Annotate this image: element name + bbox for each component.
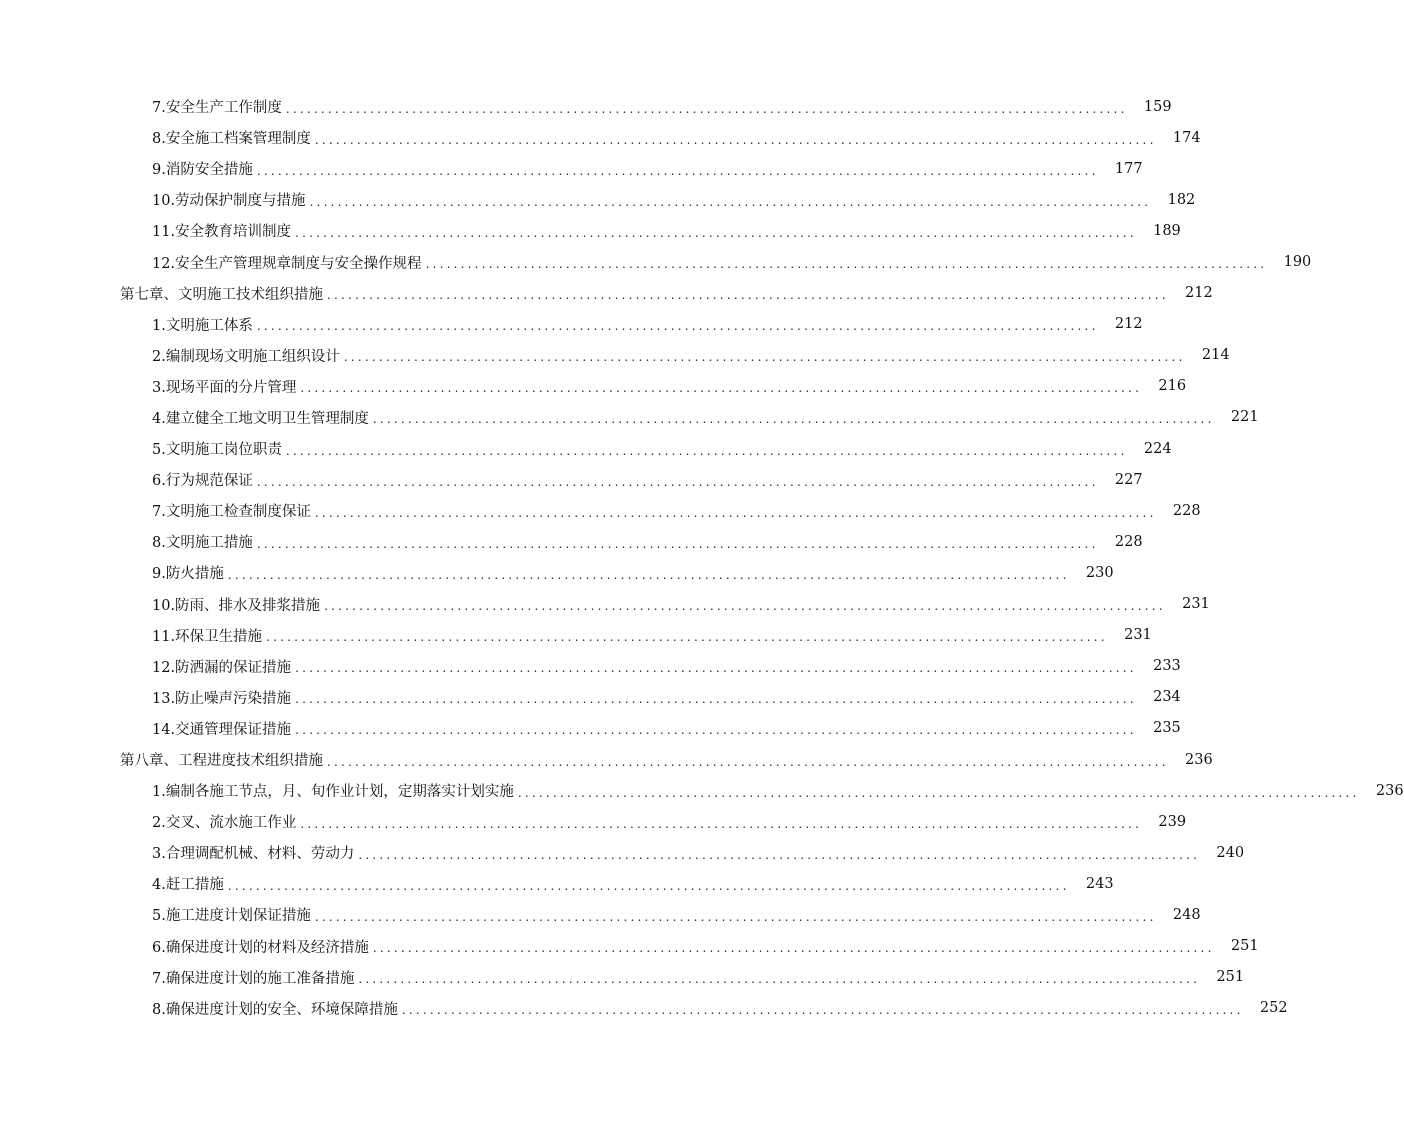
toc-dot-leader: ........................................................................................................................ [358,972,1201,987]
toc-dot-leader: ........................................................................................................................ [285,101,1128,116]
toc-section-entry[interactable] [0,215,1181,246]
toc-entry-page: 231 [1124,627,1152,644]
toc-entry-page: 214 [1201,347,1230,364]
toc-dot-leader: ........................................................................................................................ [358,847,1201,862]
toc-section-entry[interactable] [0,495,1201,526]
toc-section-entry[interactable] [0,526,1143,557]
toc-entry-title: 3.现场平面的分片管理 [152,379,297,396]
toc-entry-title: 8.文明施工措施 [152,535,253,552]
toc-entry-title: 9.消防安全措施 [152,162,253,179]
toc-chapter-entry[interactable] [0,278,1213,309]
toc-section-entry[interactable] [0,153,1143,184]
toc-entry-title: 4.赶工措施 [152,877,224,894]
toc-section-entry[interactable] [0,371,1187,402]
toc-dot-leader: ........................................................................................................................ [295,661,1137,676]
toc-section-entry[interactable] [0,184,1196,215]
toc-entry-title: 1.文明施工体系 [152,317,253,334]
toc-section-entry[interactable] [0,993,1288,1024]
toc-dot-leader: ........................................................................................................................ [314,132,1157,147]
toc-dot-leader: ........................................................................................................................ [295,723,1137,738]
toc-entry-page: 228 [1172,502,1201,519]
toc-entry-page: 174 [1172,129,1201,146]
toc-dot-leader: ........................................................................................................................ [372,941,1215,956]
toc-entry-page: 252 [1259,1000,1288,1017]
toc-dot-leader: ........................................................................................................................ [314,909,1157,924]
toc-dot-leader: ........................................................................................................................ [517,785,1360,800]
toc-dot-leader: ........................................................................................................................ [256,536,1099,551]
toc-entry-page: 224 [1143,440,1172,457]
toc-dot-leader: ........................................................................................................................ [309,194,1152,209]
toc-chapter-entry[interactable] [0,744,1213,775]
toc-entry-page: 216 [1158,378,1187,395]
toc-entry-page: 159 [1143,98,1172,115]
toc-entry-title: 9.防火措施 [152,566,224,583]
toc-entry-page: 240 [1216,844,1245,861]
toc-dot-leader: ........................................................................................................................ [425,257,1268,272]
toc-section-entry[interactable] [0,433,1172,464]
toc-section-entry[interactable] [0,962,1245,993]
toc-dot-leader: ........................................................................................................................ [227,567,1070,582]
toc-section-entry[interactable] [0,837,1245,868]
toc-entry-page: 236 [1375,782,1404,799]
toc-entry-page: 221 [1230,409,1259,426]
toc-section-entry[interactable] [0,931,1259,962]
toc-entry-page: 248 [1172,906,1201,923]
toc-entry-page: 233 [1153,658,1181,675]
toc-section-entry[interactable] [0,246,1312,277]
toc-dot-leader: ........................................................................................................................ [300,381,1143,396]
toc-entry-page: 190 [1283,254,1312,271]
toc-dot-leader: ........................................................................................................................ [256,163,1099,178]
toc-entry-page: 189 [1153,222,1181,239]
toc-entry-title: 7.安全生产工作制度 [152,100,282,117]
toc-dot-leader: ........................................................................................................................ [256,474,1099,489]
toc-entry-title: 11.环保卫生措施 [152,628,263,645]
toc-entry-page: 243 [1085,875,1114,892]
toc-entry-title: 3.合理调配机械、材料、劳动力 [152,846,355,863]
toc-section-entry[interactable] [0,899,1201,930]
toc-section-entry[interactable] [0,682,1181,713]
toc-dot-leader: ........................................................................................................................ [266,630,1108,645]
toc-entry-title: 11.安全教育培训制度 [152,224,292,241]
toc-entry-title: 第七章、文明施工技术组织措施 [120,286,323,303]
toc-section-entry[interactable] [0,651,1181,682]
toc-entry-page: 227 [1114,471,1143,488]
toc-entry-page: 239 [1158,813,1187,830]
toc-section-entry[interactable] [0,620,1152,651]
toc-entry-title: 5.施工进度计划保证措施 [152,908,311,925]
toc-entry-page: 228 [1114,533,1143,550]
toc-entry-title: 8.安全施工档案管理制度 [152,131,311,148]
toc-section-entry[interactable] [0,340,1230,371]
toc-entry-title: 2.交叉、流水施工作业 [152,815,297,832]
toc-entry-page: 230 [1085,564,1114,581]
toc-dot-leader: ........................................................................................................................ [285,443,1128,458]
toc-dot-leader: ........................................................................................................................ [343,350,1186,365]
toc-entry-title: 2.编制现场文明施工组织设计 [152,348,340,365]
table-of-contents [0,91,1404,1024]
toc-dot-leader: ........................................................................................................................ [256,319,1099,334]
toc-section-entry[interactable] [0,868,1114,899]
toc-entry-page: 234 [1153,689,1181,706]
toc-section-entry[interactable] [0,91,1172,122]
toc-section-entry[interactable] [0,402,1259,433]
toc-dot-leader: ........................................................................................................................ [295,692,1137,707]
toc-dot-leader: ........................................................................................................................ [372,412,1215,427]
toc-entry-title: 7.文明施工检查制度保证 [152,504,311,521]
toc-section-entry[interactable] [0,589,1210,620]
toc-section-entry[interactable] [0,464,1143,495]
toc-dot-leader: ........................................................................................................................ [401,1003,1244,1018]
toc-entry-title: 10.防雨、排水及排浆措施 [152,597,321,614]
toc-entry-page: 236 [1185,751,1213,768]
toc-entry-title: 12.防洒漏的保证措施 [152,659,292,676]
toc-entry-title: 6.行为规范保证 [152,473,253,490]
toc-entry-page: 231 [1182,596,1210,613]
toc-dot-leader: ........................................................................................................................ [327,754,1169,769]
toc-dot-leader: ........................................................................................................................ [227,878,1070,893]
toc-section-entry[interactable] [0,775,1404,806]
toc-entry-page: 182 [1167,191,1196,208]
toc-entry-title: 13.防止噪声污染措施 [152,690,292,707]
toc-entry-title: 第八章、工程进度技术组织措施 [120,753,323,770]
toc-entry-title: 14.交通管理保证措施 [152,721,292,738]
toc-entry-title: 6.确保进度计划的材料及经济措施 [152,939,369,956]
toc-dot-leader: ........................................................................................................................ [327,288,1169,303]
toc-entry-page: 251 [1216,969,1245,986]
toc-entry-title: 12.安全生产管理规章制度与安全操作规程 [152,255,422,272]
toc-dot-leader: ........................................................................................................................ [324,599,1166,614]
toc-entry-title: 7.确保进度计划的施工准备措施 [152,970,355,987]
toc-entry-page: 177 [1114,160,1143,177]
toc-entry-page: 251 [1230,938,1259,955]
toc-entry-title: 1.编制各施工节点，月、旬作业计划，定期落实计划实施 [152,784,514,801]
toc-entry-title: 8.确保进度计划的安全、环境保障措施 [152,1001,398,1018]
toc-section-entry[interactable] [0,557,1114,588]
toc-entry-title: 5.文明施工岗位职责 [152,442,282,459]
toc-section-entry[interactable] [0,122,1201,153]
toc-dot-leader: ........................................................................................................................ [314,505,1157,520]
toc-section-entry[interactable] [0,713,1181,744]
toc-dot-leader: ........................................................................................................................ [295,225,1137,240]
toc-section-entry[interactable] [0,806,1187,837]
toc-entry-page: 212 [1185,285,1213,302]
toc-entry-title: 4.建立健全工地文明卫生管理制度 [152,410,369,427]
toc-entry-title: 10.劳动保护制度与措施 [152,193,306,210]
toc-dot-leader: ........................................................................................................................ [300,816,1143,831]
toc-entry-page: 235 [1153,720,1181,737]
toc-section-entry[interactable] [0,309,1143,340]
toc-entry-page: 212 [1114,316,1143,333]
